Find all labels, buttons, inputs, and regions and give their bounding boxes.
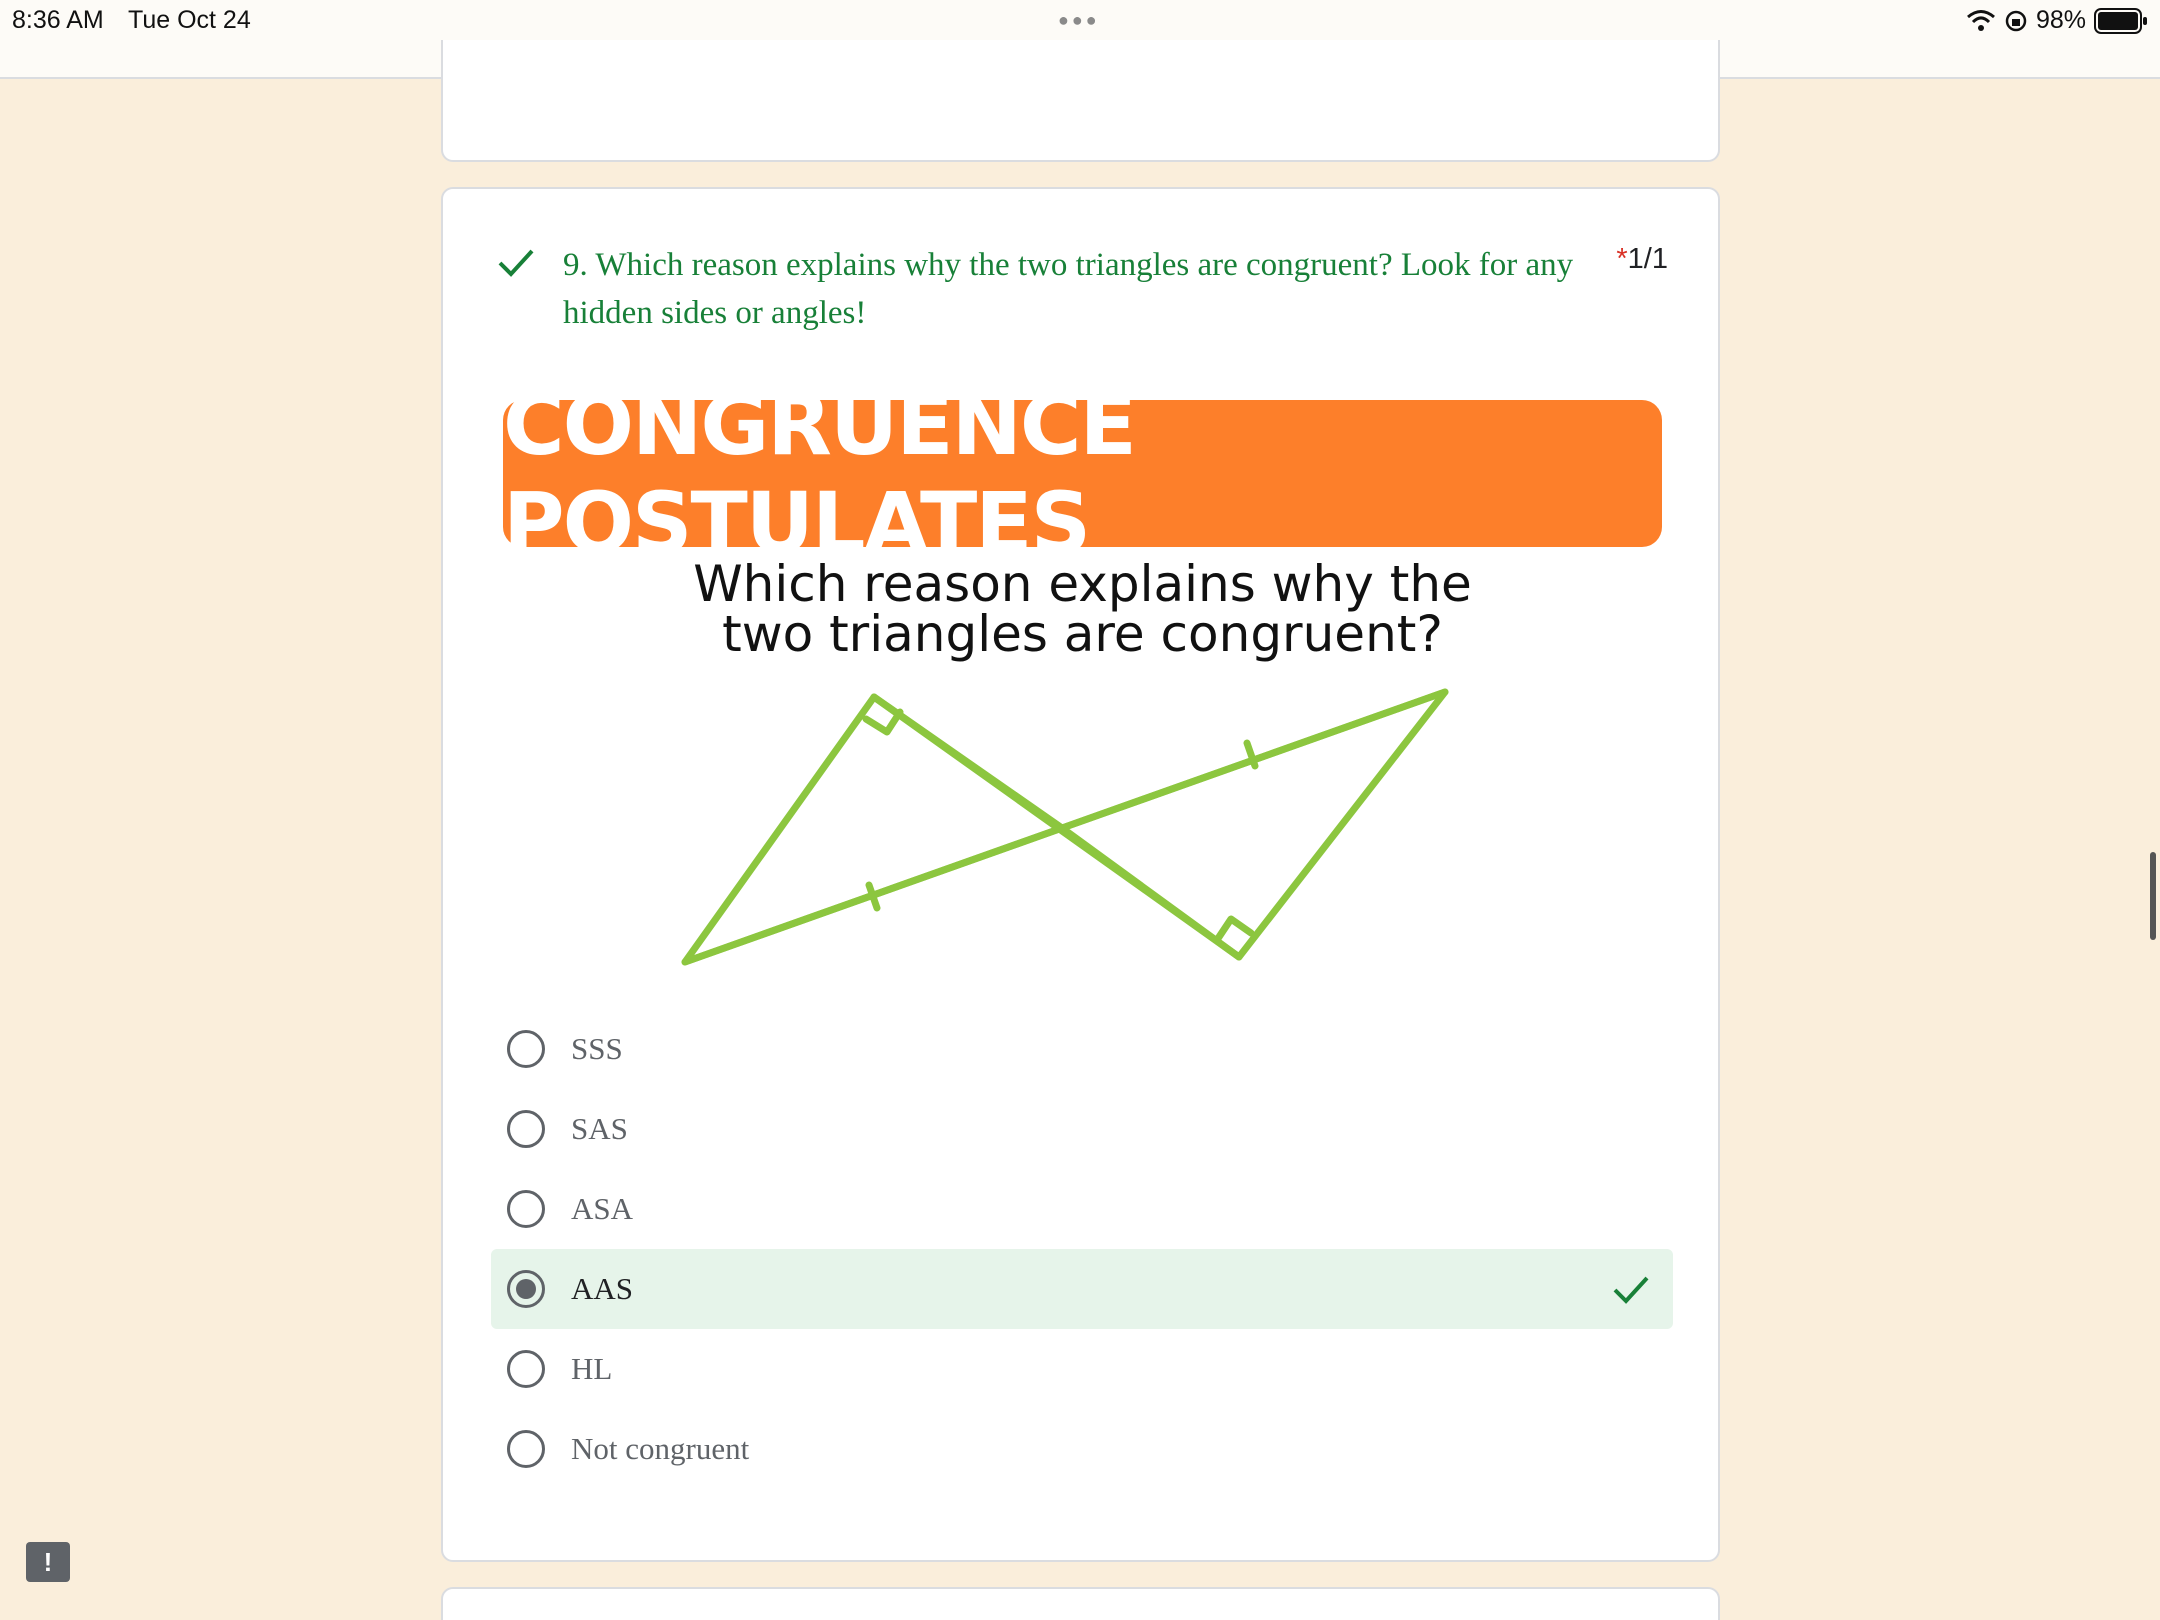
left-triangle	[685, 697, 1062, 962]
status-date: Tue Oct 24	[128, 6, 251, 34]
wifi-icon	[1966, 9, 1996, 33]
next-question-card	[441, 1587, 1720, 1620]
radio-button[interactable]	[507, 1350, 545, 1388]
status-icons	[1966, 6, 2148, 35]
score-value: 1/1	[1627, 243, 1668, 275]
image-subtitle-line2: two triangles are congruent?	[722, 605, 1443, 663]
tick-mark-left	[869, 885, 877, 908]
question-text: 9. Which reason explains why the two triangles are congruent? Look for any hidden sides or angles!	[563, 247, 1574, 331]
option-sas[interactable]	[491, 1089, 1673, 1169]
previous-question-card	[441, 40, 1720, 162]
battery-icon	[2094, 8, 2148, 34]
triangles-figure	[443, 189, 1722, 989]
check-icon	[1611, 1269, 1651, 1309]
multitasking-dots-icon[interactable]: ●●●	[1058, 10, 1100, 30]
status-time: 8:36 AM	[12, 6, 104, 34]
radio-button[interactable]	[507, 1430, 545, 1468]
option-label: HL	[571, 1351, 613, 1386]
option-sss[interactable]	[491, 1009, 1673, 1089]
option-label: ASA	[571, 1191, 634, 1226]
option-not-congruent[interactable]	[491, 1409, 1673, 1489]
right-angle-marker-top	[866, 712, 900, 732]
banner-title: CONGRUENCE POSTULATES	[503, 375, 1135, 572]
battery-percent: 98%	[2035, 6, 2086, 34]
radio-button[interactable]	[507, 1190, 545, 1228]
scrollbar[interactable]	[2150, 852, 2156, 940]
option-hl[interactable]	[491, 1329, 1673, 1409]
option-label: SAS	[571, 1111, 628, 1146]
option-aas[interactable]	[491, 1249, 1673, 1329]
transversal-right	[685, 692, 1445, 962]
radio-button[interactable]	[507, 1110, 545, 1148]
radio-button[interactable]	[507, 1030, 545, 1068]
right-triangle	[1062, 692, 1445, 957]
radio-dot	[516, 1279, 536, 1299]
right-angle-marker-bottom	[1217, 919, 1251, 940]
radio-button-selected[interactable]	[507, 1270, 545, 1308]
option-label: Not congruent	[571, 1431, 750, 1466]
question-card	[441, 187, 1720, 1562]
option-label: AAS	[571, 1271, 634, 1306]
exclamation-icon[interactable]: !	[26, 1542, 70, 1582]
image-subtitle-line1: Which reason explains why the	[693, 555, 1472, 613]
option-asa[interactable]	[491, 1169, 1673, 1249]
orientation-lock-icon	[2004, 9, 2028, 33]
required-mark: *	[1616, 243, 1628, 275]
option-label: SSS	[571, 1031, 623, 1066]
